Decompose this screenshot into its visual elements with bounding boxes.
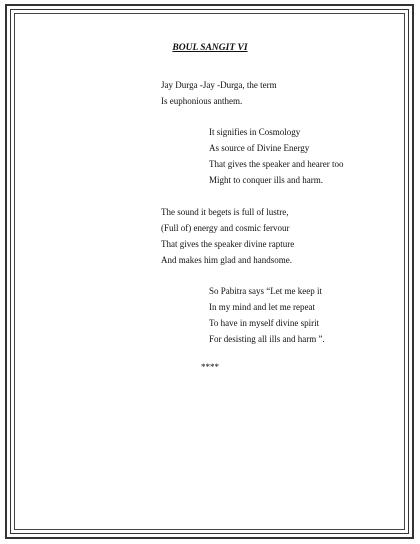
stanza4-line-4: For desisting all ills and harm ”. [209,334,325,344]
stanza2-line-1: It signifies in Cosmology [209,127,301,137]
stanza2-line-3: That gives the speaker and hearer too [209,159,344,169]
stanza3-line-4: And makes him glad and handsome. [161,255,292,265]
stanza3-line-1: The sound it begets is full of lustre, [161,207,289,217]
stanza2-line-2: As source of Divine Energy [209,143,310,153]
stanza3-line-3: That gives the speaker divine rapture [161,239,295,249]
poem-title: BOUL SANGIT VI [172,43,248,53]
stanza4-line-2: In my mind and let me repeat [209,302,315,312]
stanza4-line-1: So Pabitra says “Let me keep it [209,286,322,296]
stanza1-line-2: Is euphonious anthem. [161,96,243,106]
stanza2-line-4: Might to conquer ills and harm. [209,175,323,185]
stanza4-line-3: To have in myself divine spirit [209,318,320,328]
stanza1-line-1: Jay Durga -Jay -Durga, the term [161,80,277,90]
stanza3-line-2: (Full of) energy and cosmic fervour [161,223,290,233]
end-mark: **** [201,362,219,372]
